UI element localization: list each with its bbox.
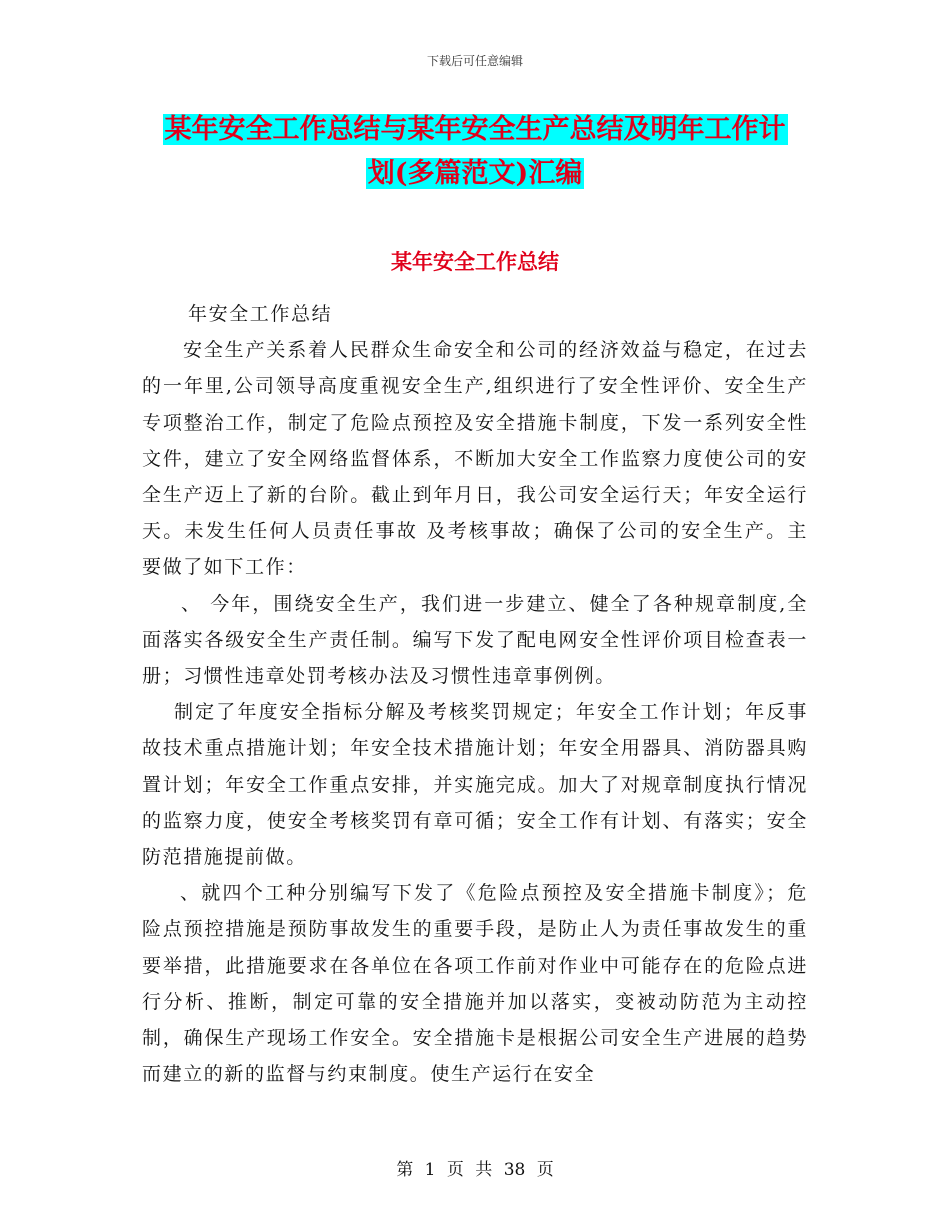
page-header-note: 下载后可任意编辑: [426, 54, 523, 68]
document-title-line-1: 某年安全工作总结与某年安全生产总结及明年工作计: [164, 114, 786, 145]
page-footer: 第 1 页 共 38 页: [396, 1160, 554, 1180]
document-body: [142, 296, 808, 1092]
work-item-paragraph: 制定了年度安全指标分解及考核奖罚规定；年安全工作计划；年反事故技术重点措施计划；年安全技术措施计划；年安全用器具、消防器具购置计划；年安全工作重点安排，并实施完成。加大了对规章制度执行情况的监察力度，使安全考核奖罚有章可循；安全工作有计划、有落实；安全防范措施提前做。: [142, 701, 808, 869]
document-title-line-2: 划(多篇范文)汇编: [367, 158, 583, 189]
intro-paragraph: 安全生产关系着人民群众生命安全和公司的经济效益与稳定，在过去的一年里,公司领导高度重视安全生产,组织进行了安全性评价、安全生产专项整治工作，制定了危险点预控及安全措施卡制度，下发一系列安全性文件，建立了安全网络监督体系，不断加大安全工作监察力度使公司的安全生产迈上了新的台阶。截止到年月日，我公司安全运行天；年安全运行天。未发生任何人员责任事故 及考核事故；确保了公司的安全生产。主要做了如下工作：: [142, 339, 808, 579]
work-item-paragraph: 、 今年，围绕安全生产，我们进一步建立、健全了各种规章制度,全面落实各级安全生产责任制。编写下发了配电网安全性评价项目检查表一册；习惯性违章处罚考核办法及习惯性违章事例例。: [142, 592, 808, 688]
section-title: 某年安全工作总结: [391, 249, 559, 274]
subheading-paragraph: 年安全工作总结: [188, 303, 333, 325]
work-item-paragraph: 、就四个工种分别编写下发了《危险点预控及安全措施卡制度》；危险点预控措施是预防事故发生的重要手段，是防止人为责任事故发生的重要举措，此措施要求在各单位在各项工作前对作业中可能存在的危险点进行分析、推断，制定可靠的安全措施并加以落实，变被动防范为主动控制，确保生产现场工作安全。安全措施卡是根据公司安全生产进展的趋势而建立的新的监督与约束制度。使生产运行在安全: [142, 882, 808, 1086]
document-title: [0, 108, 950, 196]
